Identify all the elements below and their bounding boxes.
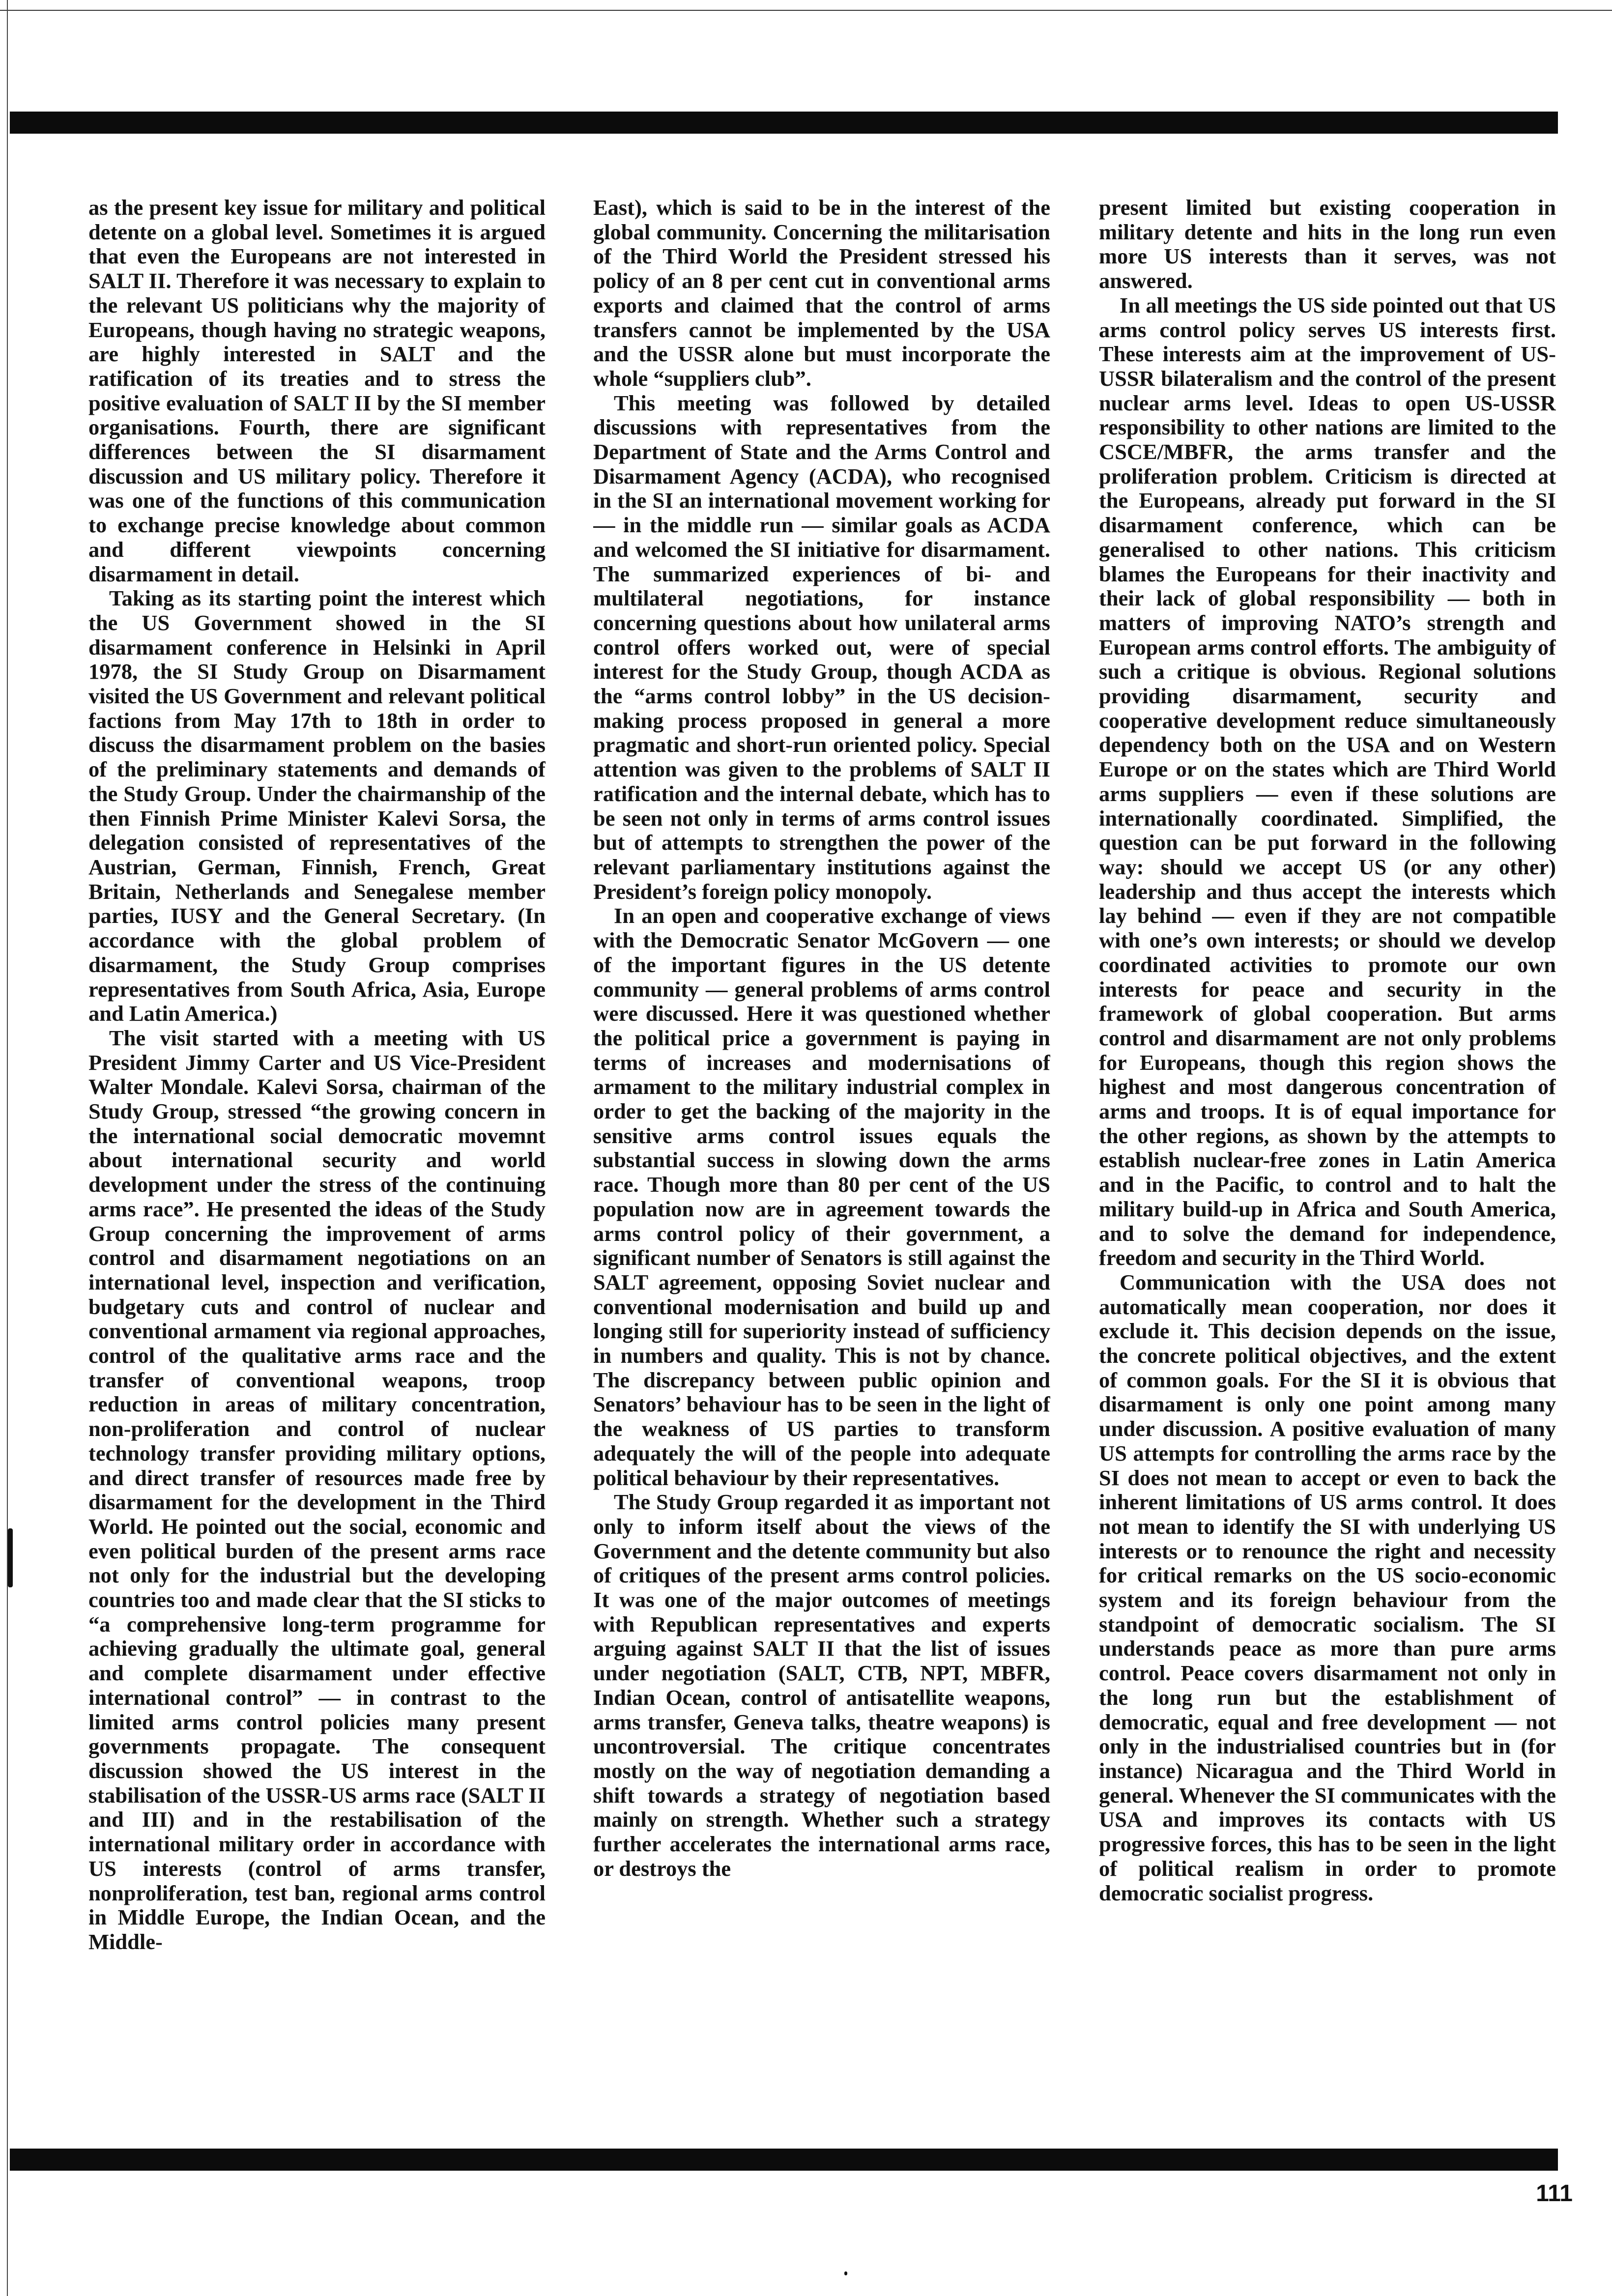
paragraph: Taking as its starting point the interest which the US Government showed in the SI disarmament conference in Helsinki in April 1978, the SI Study Group on Disarmament visited the US Government and relevant political factions from May 17th to 18th in order to discuss the disarmament problem on the basies of the preliminary statements and demands of the Study Group. Under the chairmanship of the then Finnish Prime Minister Kalevi Sorsa, the delegation consisted of representatives of the Austrian, German, Finnish, French, Great Britain, Netherlands and Senegalese member parties, IUSY and the General Secretary. (In accordance with the global problem of disarmament, the Study Group comprises representatives from South Africa, Asia, Europe and Latin America.) xyxy=(88,586,546,1026)
paragraph: Communication with the USA does not automatically mean cooperation, nor does it exclude it. This decision depends on the issue, the concrete political objectives, and the extent of common goals. For the SI it is obvious that disarmament is only one point among many under discussion. A positive evaluation of many US attempts for controlling the arms race by the SI does not mean to accept or even to back the inherent limitations of US arms control. It does not mean to identify the SI with underlying US interests or to renounce the right and necessity for critical remarks on the US socio-economic system and its foreign behaviour from the standpoint of democratic socialism. The SI understands peace as more than pure arms control. Peace covers disarmament not only in the long run but the establishment of democratic, equal and free development — not only in the industrialised countries but in (for instance) Nicaragua and the Third World in general. Whenever the SI communicates with the USA and improves its contacts with US progressive forces, this has to be seen in the light of political realism in order to promote democratic socialist progress. xyxy=(1099,1269,1556,1905)
left-margin-rule xyxy=(7,0,8,2296)
column-1 xyxy=(88,196,546,2122)
margin-ink-mark xyxy=(8,1528,13,1587)
paragraph: This meeting was followed by detailed discussions with representatives from the Department of State and the Arms Control and Disarmament Agency (ACDA), who recognised in the SI an international movement working for — in the middle run — similar goals as ACDA and welcomed the SI initiative for disarmament. The summarized experiences of bi- and multilateral negotiations, for instance concerning questions about how unilateral arms control offers worked out, were of special interest for the Study Group, though ACDA as the “arms control lobby” in the US decision-making process proposed in general a more pragmatic and short-run oriented policy. Special attention was given to the problems of SALT II ratification and the internal debate, which has to be seen not only in terms of arms control issues but of attempts to strengthen the power of the relevant parliamentary institutions against the President’s foreign policy monopoly. xyxy=(593,390,1050,904)
page-number: 111 xyxy=(1536,2181,1573,2207)
paragraph: In all meetings the US side pointed out that US arms control policy serves US interests first. These interests aim at the improvement of US-USSR bilateralism and the control of the present nuclear arms level. Ideas to open US-USSR responsibility to other nations are limited to the CSCE/MBFR, the arms transfer and the proliferation problem. Criticism is directed at the Europeans, already put forward in the SI disarmament conference, which can be generalised to other nations. This criticism blames the Europeans for their inactivity and their lack of global responsibility — both in matters of improving NATO’s strength and European arms control efforts. The ambiguity of such a critique is obvious. Regional solutions providing disarmament, security and cooperative development reduce simultaneously dependency both on the USA and on Western Europe or on the states which are Third World arms suppliers — even if these solutions are internationally coordinated. Simplified, the question can be put forward in the following way: should we accept US (or any other) leadership and thus accept the interests which lay behind — even if they are not compatible with one’s own interests; or should we develop coordinated activities to promote our own interests for peace and security in the framework of global cooperation. But arms control and disarmament are not only problems for Europeans, though this region shows the highest and most dangerous concentration of arms and troops. It is of equal importance for the other regions, as shown by the attempts to establish nuclear-free zones in Latin America and in the Pacific, to control and to halt the military build-up in Africa and South America, and to solve the demand for independence, freedom and security in the Third World. xyxy=(1099,292,1556,1270)
header-bar xyxy=(10,112,1558,134)
paragraph: In an open and cooperative exchange of views with the Democratic Senator McGovern — one of the important figures in the US detente community — general problems of arms control were discussed. Here it was questioned whether the political price a government is paying in terms of increases and modernisations of armament to the military industrial complex in order to get the backing of the majority in the sensitive arms control issues equals the substantial success in slowing down the arms race. Though more than 80 per cent of the US population now are in agreement towards the arms control policy of their government, a significant number of Senators is still against the SALT agreement, opposing Soviet nuclear and conventional modernisation and build up and longing still for superiority instead of sufficiency in numbers and quality. This is not by chance. The discrepancy between public opinion and Senators’ behaviour has to be seen in the light of the weakness of US parties to transform adequately the will of the people into adequate political behaviour by their representatives. xyxy=(593,903,1050,1490)
top-rule xyxy=(0,10,1612,11)
paragraph: East), which is said to be in the interest of the global community. Concerning the militarisation of the Third World the President stressed his policy of an 8 per cent cut in conventional arms exports and claimed that the control of arms transfers cannot be implemented by the USA and the USSR alone but must incorporate the whole “suppliers club”. xyxy=(593,196,1050,391)
paragraph: The Study Group regarded it as important not only to inform itself about the views of the Government and the detente community but also of critiques of the present arms control policies. It was one of the major outcomes of meetings with Republican representatives and experts arguing against SALT II that the list of issues under negotiation (SALT, CTB, NPT, MBFR, Indian Ocean, control of antisatellite weapons, arms transfer, Geneva talks, theatre weapons) is uncontroversial. The critique concentrates mostly on the way of negotiation demanding a shift towards a strategy of negotiation based mainly on strength. Whether such a strategy further accelerates the international arms race, or destroys the xyxy=(593,1490,1050,1881)
stray-ink-dot xyxy=(844,2271,847,2275)
column-3 xyxy=(1099,196,1556,2122)
footer-bar xyxy=(10,2149,1558,2171)
paragraph: present limited but existing cooperation in military detente and hits in the long run even more US interests than it serves, was not answered. xyxy=(1099,196,1556,293)
paragraph: as the present key issue for military and political detente on a global level. Sometimes it is argued that even the Europeans are not interested in SALT II. Therefore it was necessary to explain to the relevant US politicians why the majority of Europeans, though having no strategic weapons, are highly interested in SALT and the ratification of its treaties and to stress the positive evaluation of SALT II by the SI member organisations. Fourth, there are significant differences between the SI disarmament discussion and US military policy. Therefore it was one of the functions of this communication to exchange precise knowledge about common and different viewpoints concerning disarmament in detail. xyxy=(88,196,546,586)
paragraph: The visit started with a meeting with US President Jimmy Carter and US Vice-President Walter Mondale. Kalevi Sorsa, chairman of the Study Group, stressed “the growing concern in the international social democratic movemnt about international security and world development under the stress of the continuing arms race”. He presented the ideas of the Study Group concerning the improvement of arms control and disarmament negotiations on an international level, inspection and verification, budgetary cuts and control of nuclear and conventional armament via regional approaches, control of the qualitative arms race and the transfer of conventional weapons, troop reduction in areas of military concentration, non-proliferation and control of nuclear technology transfer providing military options, and direct transfer of resources made free by disarmament for the development in the Third World. He pointed out the social, economic and even political burden of the present arms race not only for the industrial but the developing countries too and made clear that the SI sticks to “a comprehensive long-term programme for achieving gradually the ultimate goal, general and complete disarmament under effective international control” — in contrast to the limited arms control policies many present governments propagate. The consequent discussion showed the US interest in the stabilisation of the USSR-US arms race (SALT II and III) and in the restabilisation of the international military order in accordance with US interests (control of arms transfer, nonproliferation, test ban, regional arms control in Middle Europe, the Indian Ocean, and the Middle- xyxy=(88,1025,546,1954)
column-2 xyxy=(593,196,1050,2122)
